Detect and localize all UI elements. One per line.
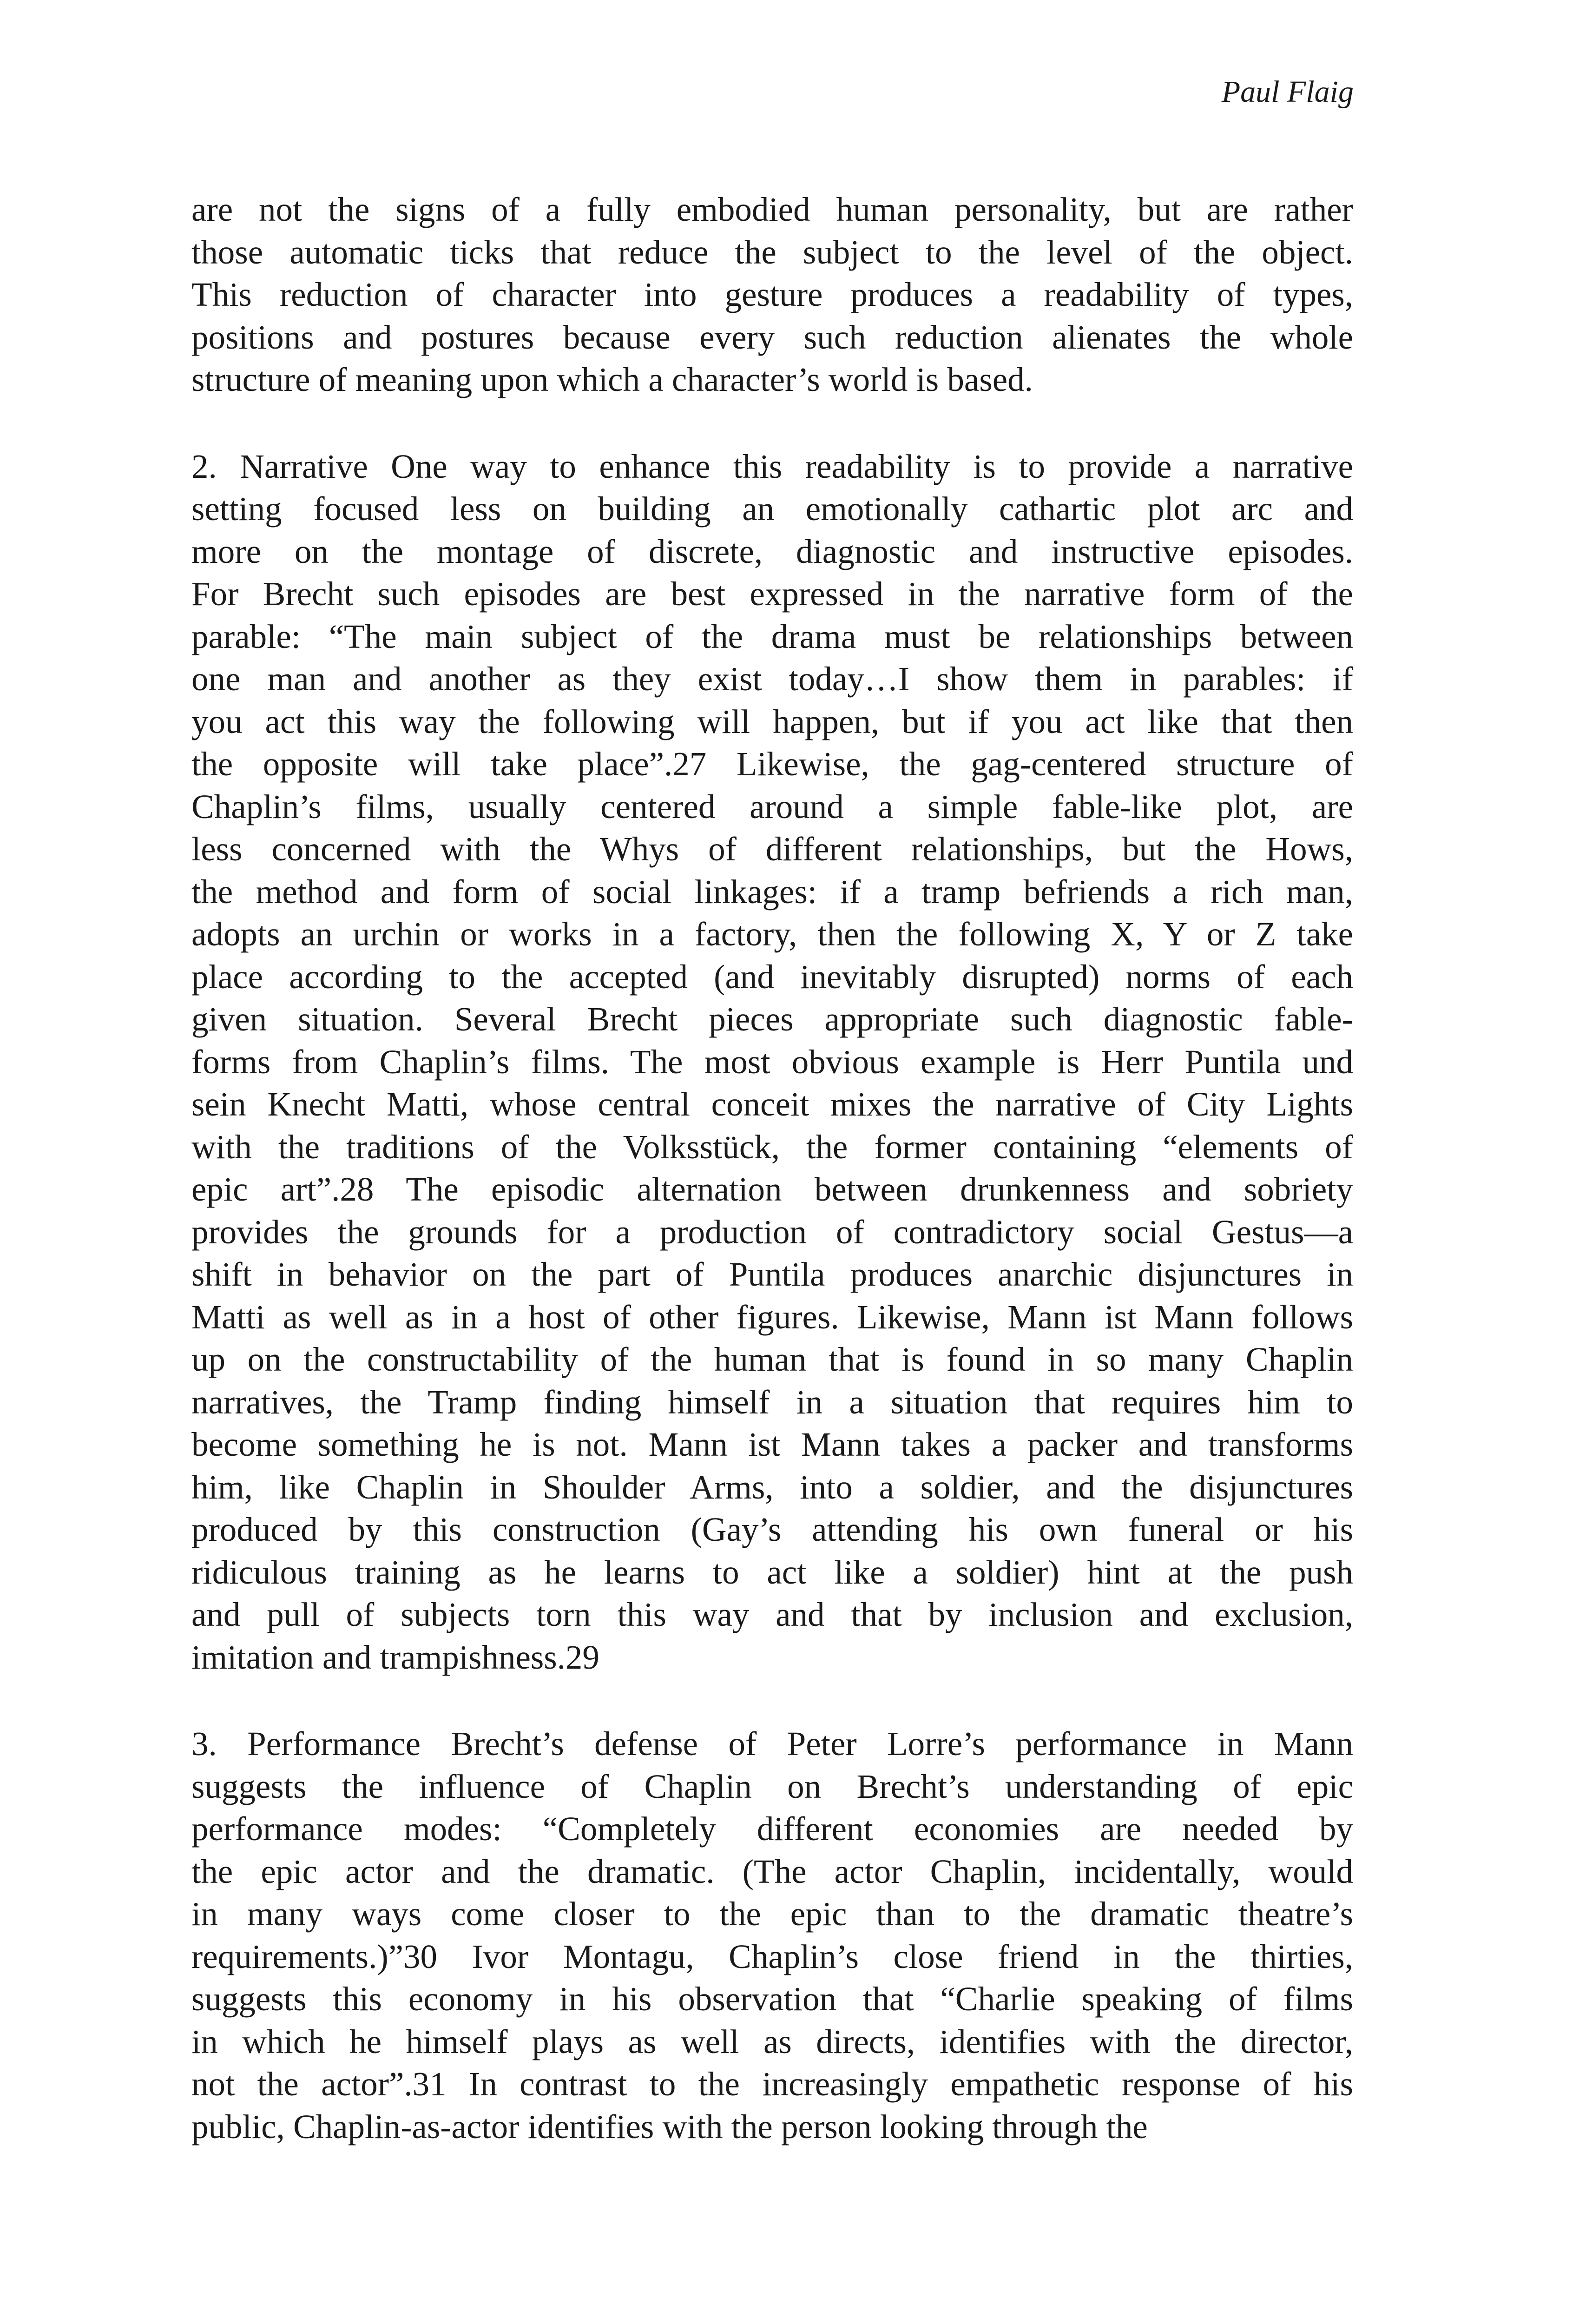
text-line: forms from Chaplin’s films. The most obvious example is Herr Puntila und	[191, 1043, 1353, 1081]
paragraph-types	[191, 188, 1353, 401]
text-line: the opposite will take place”.27 Likewise, the gag-centered structure of	[191, 745, 1353, 783]
running-head: Paul Flaig	[1221, 75, 1354, 109]
text-line: 3. Performance Brecht’s defense of Peter Lorre’s performance in Mann	[191, 1725, 1353, 1763]
text-line: you act this way the following will happen, but if you act like that then	[191, 702, 1353, 740]
text-line: structure of meaning upon which a character’s world is based.	[191, 361, 1033, 398]
text-line: This reduction of character into gesture produces a readability of types,	[191, 276, 1353, 313]
text-line: more on the montage of discrete, diagnostic and instructive episodes.	[191, 532, 1353, 570]
text-line: suggests the influence of Chaplin on Brecht’s understanding of epic	[191, 1767, 1353, 1805]
text-line: narratives, the Tramp finding himself in a situation that requires him to	[191, 1383, 1353, 1421]
text-line: become something he is not. Mann ist Mann takes a packer and transforms	[191, 1426, 1353, 1463]
text-line: those automatic ticks that reduce the subject to the level of the object.	[191, 233, 1353, 271]
text-line: sein Knecht Matti, whose central conceit mixes the narrative of City Lights	[191, 1085, 1353, 1123]
text-line: the method and form of social linkages: if a tramp befriends a rich man,	[191, 872, 1353, 911]
text-line: in which he himself plays as well as directs, identifies with the director,	[191, 2022, 1353, 2060]
text-line: setting focused less on building an emotionally cathartic plot arc and	[191, 490, 1353, 528]
text-line: him, like Chaplin in Shoulder Arms, into a soldier, and the disjunctures	[191, 1468, 1353, 1506]
text-line: one man and another as they exist today…I show them in parables: if	[191, 660, 1353, 698]
paragraph-performance	[191, 1723, 1353, 2148]
text-line: positions and postures because every such reduction alienates the whole	[191, 318, 1353, 356]
text-line: adopts an urchin or works in a factory, then the following X, Y or Z take	[191, 915, 1353, 953]
text-line: in many ways come closer to the epic than to the dramatic theatre’s	[191, 1895, 1353, 1933]
text-line: 2. Narrative One way to enhance this readability is to provide a narrative	[191, 447, 1353, 485]
text-line: ridiculous training as he learns to act like a soldier) hint at the push	[191, 1553, 1353, 1591]
text-line: place according to the accepted (and inevitably disrupted) norms of each	[191, 957, 1353, 996]
text-line: up on the constructability of the human that is found in so many Chaplin	[191, 1340, 1353, 1378]
text-line: For Brecht such episodes are best expressed in the narrative form of the	[191, 575, 1353, 613]
text-line: imitation and trampishness.29	[191, 1638, 599, 1676]
text-line: public, Chaplin-as-actor identifies with the person looking through the	[191, 2107, 1148, 2146]
text-line: suggests this economy in his observation that “Charlie speaking of films	[191, 1980, 1353, 2018]
text-line: parable: “The main subject of the drama must be relationships between	[191, 617, 1353, 655]
text-line: performance modes: “Completely different economies are needed by	[191, 1810, 1353, 1848]
text-line: given situation. Several Brecht pieces appropriate such diagnostic fable-	[191, 1000, 1353, 1038]
text-line: requirements.)”30 Ivor Montagu, Chaplin’s close friend in the thirties,	[191, 1937, 1353, 1975]
text-line: are not the signs of a fully embodied human personality, but are rather	[191, 191, 1353, 228]
text-line: shift in behavior on the part of Puntila produces anarchic disjunctures in	[191, 1255, 1353, 1293]
text-line: less concerned with the Whys of different relationships, but the Hows,	[191, 830, 1353, 868]
text-line: produced by this construction (Gay’s attending his own funeral or his	[191, 1511, 1353, 1548]
text-line: the epic actor and the dramatic. (The actor Chaplin, incidentally, would	[191, 1852, 1353, 1890]
paragraph-narrative	[191, 445, 1353, 1679]
text-line: Chaplin’s films, usually centered around a simple fable-like plot, are	[191, 787, 1353, 825]
text-line: epic art”.28 The episodic alternation between drunkenness and sobriety	[191, 1170, 1353, 1208]
body-text	[191, 188, 1353, 2148]
text-line: with the traditions of the Volksstück, the former containing “elements of	[191, 1128, 1353, 1166]
text-line: Matti as well as in a host of other figures. Likewise, Mann ist Mann follows	[191, 1298, 1353, 1336]
text-line: and pull of subjects torn this way and that by inclusion and exclusion,	[191, 1596, 1353, 1633]
text-line: not the actor”.31 In contrast to the increasingly empathetic response of his	[191, 2065, 1353, 2103]
text-line: provides the grounds for a production of contradictory social Gestus—a	[191, 1213, 1353, 1251]
